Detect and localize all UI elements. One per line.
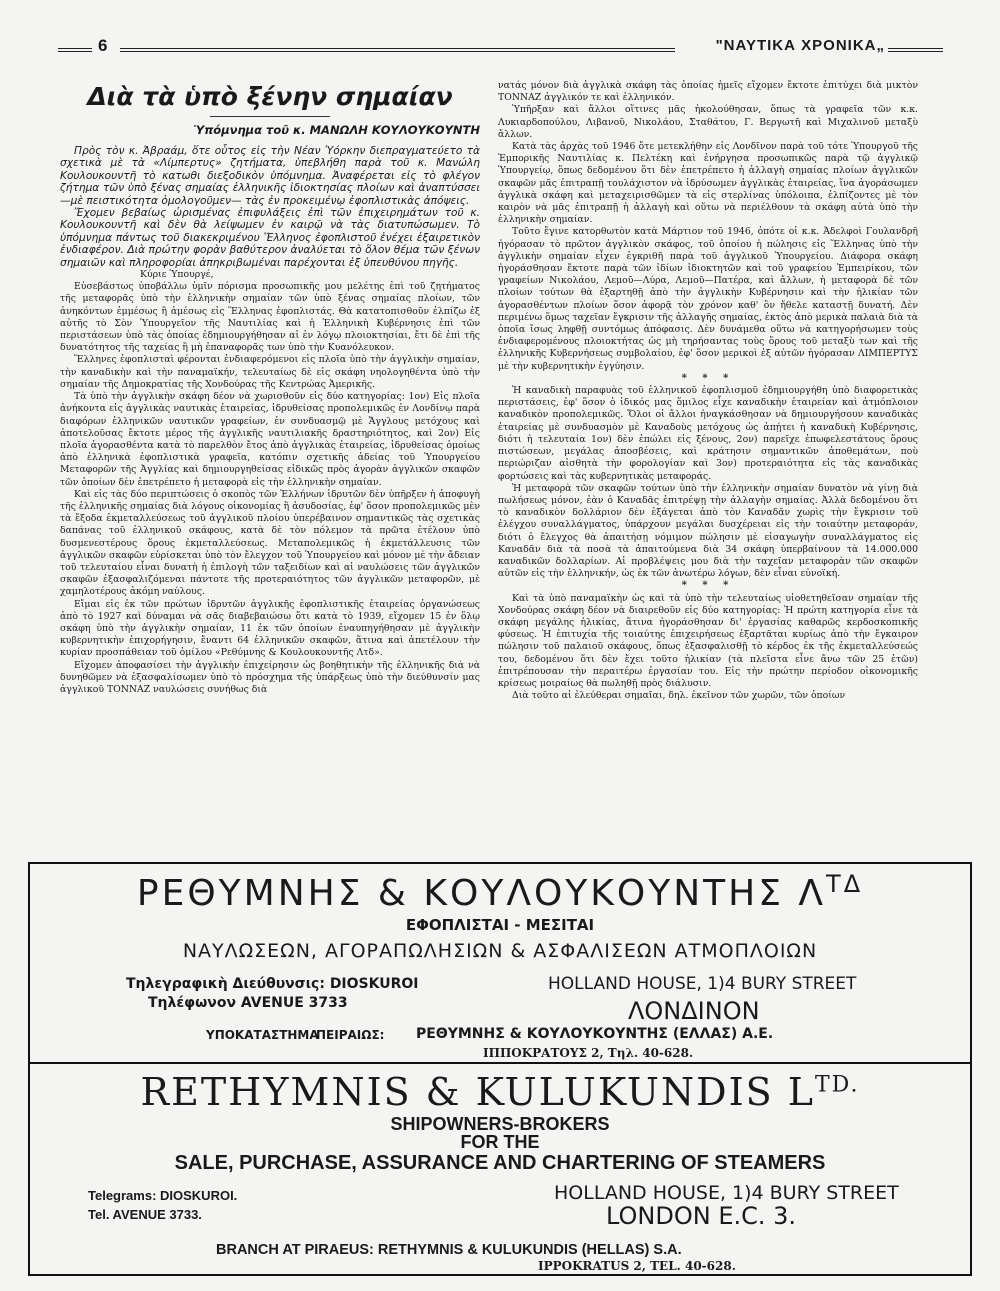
article-subtitle: Ὑπόμνημα τοῦ κ. ΜΑΝΩΛΗ ΚΟΥΛΟΥΚΟΥΝΤΗ	[193, 123, 480, 137]
english-city: LONDON E.C. 3.	[606, 1202, 797, 1230]
right-column	[498, 80, 918, 860]
page-header	[58, 36, 943, 62]
greek-branch-label: ΥΠΟΚΑΤΑΣΤΗΜΑ	[206, 1028, 319, 1042]
greek-branch-address: ΙΠΠΟΚΡΑΤΟΥΣ 2, Τηλ. 40-628.	[483, 1046, 694, 1060]
greek-branch-name: ΡΕΘΥΜΝΗΣ & ΚΟΥΛΟΥΚΟΥΝΤΗΣ (ΕΛΛΑΣ) Α.Ε.	[416, 1026, 774, 1042]
title-divider	[210, 116, 330, 117]
english-branch: BRANCH AT PIRAEUS: RETHYMNIS & KULUKUNDIS (HELLAS) S.A.	[216, 1242, 682, 1258]
greek-advertisement	[28, 862, 972, 1062]
greek-city: ΛΟΝΔΙΝΟΝ	[628, 997, 760, 1025]
body-paragraph: Κατὰ τὰς ἀρχὰς τοῦ 1946 ὅτε μετεκλήθην εἰς Λονδῖνον παρὰ τοῦ τότε Ὑπουργοῦ τῆς Ἐμπορικῆς Ναυτιλίας κ. Πελτέκη καὶ ἐνήργησα προσωπικῶς παρὰ τῷ ἀγγλικῷ Ὑπουργείῳ, ὅπως δεδομένου ὅτι δὲν ἐπετρέπετο ἡ ἀλλαγὴ σημαίας πλοίων ἀγγλικῶν σκαφῶν μᾶς ἐπιτραπῇ τουλάχιστον νὰ ἱδρύσωμεν ἀγγλικὰς ἑταιρείας, ἵνα ἀγοράσωμεν ἀγγλικὰ σκάφη καὶ μεταχειρισθῶμεν τὰ εἰς στερλίνας ὑπόλοιπα, ἐλπίζοντες μὲ τὸν καιρὸν νὰ μᾶς ἐπιτραπῇ ἡ ἀλλαγὴ καὶ οὕτω νὰ περιέλθουν τὰ σκάφη αὐτὰ ὑπὸ τὴν ἑλληνικὴν σημαίαν.	[498, 141, 918, 226]
greek-company-suffix: ΤΔ	[826, 870, 864, 898]
english-company-suffix: TD.	[814, 1072, 860, 1098]
english-company-name: RETHYMNIS & KULUKUNDIS $L^{TD.}$	[140, 1070, 860, 1114]
body-paragraph: Τοῦτο ἔγινε κατορθωτὸν κατὰ Μάρτιον τοῦ 1946, ὁπότε οἱ κ.κ. Ἀδελφοὶ Γουλανδρῆ ἠγόρασαν τὸ πρῶτον ἀγγλικὸν σκάφος, τοῦ ὁποίου ἡ πώλησις εἰς Ἕλληνας ὑπὸ τὴν ἀγγλικὴν σημαίαν εἶχεν ἐγκριθῆ παρὰ τοῦ ἀγγλικοῦ Ὑπουργείου. Διάφορα σκάφη ἠγοράσθησαν ἔκτοτε παρὰ τῶν ἰδίων ἰδιοκτητῶν καὶ τοῦ γραφείου Ἐμπειρίκου, τῶν γραφείων Νικολάου, Λεμοῦ—Λύρα, Λεμοῦ—Πατέρα, καὶ ἄλλων, ἡ μεταφορὰ δὲ τῶν πλοίων τούτων θὰ ἐξαρτηθῇ ἀπὸ τὴν ἀγγλικὴν Κυβέρνησιν καὶ τὴν ἡλικίαν τῶν ἀγορασθέντων πλοίων ὅσον ἀφορᾷ τὸν χρόνον καθ' ὃν ἤθελε καταστῇ δυνατή. Δὲν περιμένω ὅμως ταχεῖαν ἔγκρισιν τῆς ἀλλαγῆς σημαίας, ἐκτὸς ἀπὸ μερικὰ παλαιὰ διὰ τὰ ὁποῖα ἴσως ληφθῇ συντόμως ἀπόφασις. Δὲν δυνάμεθα οὕτω νὰ κατηγορήσωμεν τοὺς ἐνδιαφερομένους πλοιοκτήτας ὡς μὴ τηρήσαντας τοὺς ὅρους τοῦ μεταξὺ των καὶ τῆς ἑλληνικῆς Κυβερνήσεως συμβολαίου, ἐφ' ὅσον μερικοὶ ἐξ αὐτῶν ἠγόρασαν ΛΙΜΠΕΡΤΥΣ μὲ τὴν κυβερνητικὴν ἐγγύησιν.	[498, 226, 918, 372]
header-rule-right	[888, 48, 943, 52]
body-paragraph: Καὶ τὰ ὑπὸ παναμαϊκὴν ὡς καὶ τὰ ὑπὸ τὴν τελευταίως υἱοθετηθεῖσαν σημαίαν τῆς Χονδούρας σκάφη δέον νὰ διαιρεθοῦν εἰς δύο κατηγορίας: Ἡ πρώτη κατηγορία εἶνε τὰ σκάφη μεγάλης ἡλικίας, ἅτινα ἠγοράσθησαν δι' ἐργασίας καθαρῶς κερδοσκοπικῆς φύσεως. Ἡ ἐπιτυχία τῆς τοιαύτης ἐπιχειρήσεως ἐξαρτᾶται κυρίως ἀπὸ τὴν ἔγκαιρον πώλησιν τοῦ παλαιοῦ σκάφους, ὅπως ἐξασφαλισθῇ τὸ κέρδος ἐκ τῆς ἐκμεταλλεύσεώς του, δεδομένου ὅτι δὲν ἔχει τοῦτο ἡλικίαν (τὰ πλεῖστα εἶνε ἄνω τῶν 25 ἐτῶν) ἐπιτρέπουσαν τὴν περαιτέρω ἐργασίαν του. Εἰς τὴν πρώτην περίοδον οἰκονομικῆς κρίσεως μοιραίως θὰ πωληθῇ πρὸς διάλυσιν.	[498, 592, 918, 689]
journal-name: "ΝΑΥΤΙΚΑ ΧΡΟΝΙΚΑ„	[715, 37, 885, 54]
body-paragraph: Τὰ ὑπὸ τὴν ἀγγλικὴν σκάφη δέον νὰ χωρισθοῦν εἰς δύο κατηγορίας: 1ον) Εἰς πλοῖα ἀνήκοντα εἰς ἀγγλικὰς ναυτικὰς ἑταιρείας, ἱδρυθείσας προπολεμικῶς ἐν Λονδίνῳ παρὰ διαφόρων ἑλληνικῶν ναυτικῶν γραφείων, ἐν συνδυασμῷ μὲ Ἄγγλους μετόχους καὶ ἀποτελοῦσας ἔκτοτε μέρος τῆς ἀγγλικῆς ναυτιλιακῆς δραστηριότητος, καὶ 2ον) Εἰς πλοῖα ἀγορασθέντα κατὰ τὸ παρελθὸν ἔτος ἀπὸ ἀγγλικὰς ἑταιρείας, ἱδρυθείσας ὁμοίως ἀπὸ ἑλληνικὰ ἐφοπλιστικὰ γραφεῖα, κατόπιν σχετικῆς ἀδείας τοῦ Ὑπουργείου Μεταφορῶν τῆς Ἀγγλίας καὶ δημιουργηθείσας εἰδικῶς πρὸς ἀγορὰν ἀγγλικῶν σκαφῶν τῶν ὁποίων δὲν ἐπετρέπετο ἡ μεταφορὰ εἰς τὴν ἑλληνικὴν σημαίαν.	[60, 391, 480, 488]
body-paragraph: Εἴμαι εἰς ἐκ τῶν πρώτων ἱδρυτῶν ἀγγλικῆς ἐφοπλιστικῆς ἑταιρείας ὀργανώσεως ἀπὸ τὸ 1927 καὶ δύναμαι νὰ σᾶς διαβεβαιώσω ὅτι κατὰ τὸ 1939, εἴχομεν 15 ἐν ὅλῳ σκάφη ὑπὸ τὴν ἀγγλικὴν σημαίαν, 11 ἐκ τῶν ὁποίων ἐναυπηγήθησαν μὲ ἀγγλικὴν κυβερνητικὴν ἐπιχορήγησιν, ἔναντι 64 ἑλληνικῶν σκαφῶν, ἅτινα καὶ ἀπετέλουν τὴν κυρίαν προσπάθειαν τοῦ ὁμίλου «Ρεθύμνης & Κουλουκουντῆς Λτδ».	[60, 598, 480, 659]
english-telegrams: Telegrams: DIOSKUROI.	[88, 1188, 238, 1203]
section-separator: * * *	[681, 580, 735, 592]
english-street-address: HOLLAND HOUSE, 1)4 BURY STREET	[554, 1182, 899, 1204]
body-paragraph: Ὑπῆρξαν καὶ ἄλλοι οἵτινες μᾶς ἠκολούθησαν, ὅπως τὰ γραφεῖα τῶν κ.κ. Λυκιαρδοπούλου, Λιβανοῦ, Νικολάου, Σταθάτου, Γ. Βεργωτῆ καὶ Μιχαλινοῦ μεταξὺ ἄλλων.	[498, 104, 918, 140]
body-paragraph: Εἴχομεν ἀποφασίσει τὴν ἀγγλικὴν ἐπιχείρησιν ὡς βοηθητικὴν τῆς ἑλληνικῆς διὰ νὰ δυνηθῶμεν νὰ ἐξασφαλίσωμεν ὑπὸ τὸ πρόσχημα τῆς ὑπάρξεως ὑπὸ τὴν διεύθυνσίν μας ἀγγλικοῦ ΤΟΝΝΑΖ ναυλώσεις συνήθως διὰ	[60, 659, 480, 695]
greek-services: ΝΑΥΛΩΣΕΩΝ, ΑΓΟΡΑΠΩΛΗΣΙΩΝ & ΑΣΦΑΛΙΣΕΩΝ ΑΤΜΟΠΛΟΙΩΝ	[182, 940, 818, 962]
greek-company-name: ΡΕΘΥΜΝΗΣ & ΚΟΥΛΟΥΚΟΥΝΤΗΣ $\Lambda^{T\Delta}$	[136, 870, 864, 914]
english-company-role: SHIPOWNERS-BROKERS	[390, 1114, 610, 1134]
english-for-the: FOR THE	[460, 1132, 540, 1152]
body-paragraph: Ἡ καναδικὴ παραφυὰς τοῦ ἑλληνικοῦ ἐφοπλισμοῦ ἐδημιουργήθη ὑπὸ διαφορετικὰς περιστάσεις, ἐφ' ὅσον ὁ ἰδικός μας ὅμιλος εἶχε καναδικὴν ἑταιρείαν καὶ ἀτμόπλοιον καναδικὸν προπολεμικῶς. Ὅλοι οἱ ἄλλοι ἠναγκάσθησαν νὰ δημιουργήσουν καναδικὰς ἑταιρείας μὲ συνδυασμὸν μὲ Καναδοὺς μετόχους ὡς ἀπῄτει ἡ καναδικὴ Κυβέρνησις, διότι ἡ τελευταία 1ον) δὲν ἐπώλει εἰς ξένους, 2ον) παρεῖχε ἐπωφελεστάτους ὅρους πιστώσεων, μεγάλας ἀποσβέσεις, καὶ κράτησιν σημαντικῶν ἀποθεμάτων, ποὺ περιώριζαν αἰσθητὰ τὴν φορολογίαν καὶ 3ον) προτεραιότητα εἰς τὰς καναδικὰς φορτώσεις καὶ τὰς κυβερνητικὰς μεταφοράς.	[498, 385, 918, 482]
left-column	[60, 80, 480, 860]
english-services: SALE, PURCHASE, ASSURANCE AND CHARTERING OF STEAMERS	[174, 1152, 826, 1174]
company-advertisement	[28, 862, 972, 1274]
section-separator: * * *	[681, 372, 735, 384]
salutation: Κύριε Ὑπουργέ,	[140, 269, 214, 281]
body-paragraph: Ἡ μεταφορὰ τῶν σκαφῶν τούτων ὑπὸ τὴν ἑλληνικὴν σημαίαν δυνατὸν νὰ γίνῃ διὰ πωλήσεως μόνον, ἐὰν ὁ Καναδᾶς ἐπιτρέψῃ τὴν ἀλλαγὴν σημαίας. Ἀλλὰ δεδομένου ὅτι τὸ καναδικὸν δολλάριον δὲν ἐξάγεται ἀπὸ τὸν Καναδᾶν χωρὶς τὴν ἔγκρισιν τοῦ ἐλέγχου συναλλάγματος, ὑπάρχουν μεγάλαι δυσχέρειαι εἰς τὴν τοιαύτην μεταφοράν, διότι ὁ ἔλεγχος θὰ ἀπαιτήσῃ νόμιμον πώλησιν μὲ εἰσαγωγὴν συναλλάγματος εἰς Καναδᾶν διὰ τὰ ποσὰ τὰ ἀπαιτούμενα διὰ 34 σκάφη ὑπερβαίνουν τὰ 14.000.000 καναδικῶν δολλαρίων. Αἱ προβλέψεις μου διὰ τὴν ταχεῖαν μεταφορὰν τῶν σκαφῶν αὐτῶν εἰς τὴν ἑλληνικήν, ὡς ἐκ τῶν ἀνωτέρω λόγων, δὲν εἶναι εὐνοϊκή.	[498, 482, 918, 580]
body-paragraph: νατάς μόνον διὰ ἀγγλικὰ σκάφη τὰς ὁποίας ἡμεῖς εἴχομεν ἔκτοτε ἐπιτύχει διὰ μικτὸν ΤΟΝΝΑΖ ἀγγλικόν τε καὶ ἑλληνικόν.	[498, 80, 918, 104]
body-paragraph: Εὐσεβάστως ὑποβάλλω ὑμῖν πόρισμα προσωπικῆς μου μελέτης ἐπὶ τοῦ ζητήματος τῆς μεταφορᾶς ὑπὸ τὴν ἑλληνικὴν σημαίαν τῶν ὑπὸ ξένας σημαίας πλοίων, τῶν ἀνηκόντων ἐμμέσως ἢ ἀμέσως εἰς Ἕλληνας ἐφοπλιστάς. Θὰ κατατοπισθοῦν ἐλπίζω ἐξ αὐτῆς τὸ Σὸν Ὑπουργεῖον τῆς Ναυτιλίας καὶ ἡ Ἑλληνικὴ Κυβέρνησις ἐπὶ τῶν περιστάσεων ὑπὸ τὰς ὁποίας ἐδημιουργήθησαν αἱ ἐν λόγῳ πλοιοκτησίαι, ἔτι δὲ ἐπὶ τῆς δυνατότητος τῆς ταχείας ἢ μὴ ἐπαναφορᾶς των ὑπὸ τὴν Κυανόλευκον.	[60, 281, 480, 354]
greek-company-role: ΕΦΟΠΛΙΣΤΑΙ - ΜΕΣΙΤΑΙ	[405, 916, 595, 934]
english-advertisement	[28, 1062, 972, 1274]
article-title: Διὰ τὰ ὑπὸ ξένην σημαίαν	[87, 82, 453, 111]
english-phone: Tel. AVENUE 3733.	[88, 1207, 202, 1222]
greek-branch-place: ΠΕΙΡΑΙΩΣ:	[316, 1028, 385, 1042]
intro-paragraph: Πρὸς τὸν κ. Ἀβραάμ, ὅτε οὗτος εἰς τὴν Νέαν Ὑόρκην διεπραγματεύετο τὰ σχετικὰ μὲ τὰ «Λίμπερτυς» ζητήματα, ὑπεβλήθη παρὰ τοῦ κ. Μανώλη Κουλουκουντῆ τὸ κατωθι διεξοδικὸν ὑπόμνημα. Ἀναφέρεται εἰς τὸ φλέγον ζήτημα τῶν ὑπὸ ξένας σημαίας ἑλληνικῆς ἰδιοκτησίας πλοίων καὶ ἀναπτύσσει —μὲ πειστικότητα ὁμολογοῦμεν— τὰς ἐν προκειμένῳ ἐφοπλιστικὰς ἀπόψεις.	[60, 145, 480, 207]
greek-street-address: HOLLAND HOUSE, 1)4 BURY STREET	[548, 974, 857, 994]
header-rule-left	[58, 48, 92, 52]
body-paragraph: Καὶ εἰς τὰς δύο περιπτώσεις ὁ σκοπὸς τῶν Ἑλλήνων ἱδρυτῶν δὲν ὑπῆρξεν ἡ ἀποφυγὴ τῆς ἑλληνικῆς σημαίας διὰ λόγους οἰκονομίας ἢ ἀσυδοσίας, ἐφ' ὅσον προπολεμικῶς μὲν τὰ ἔξοδα ἐκμεταλλεύσεως τοῦ ἀγγλικοῦ πλοίου ὑπερέβαινον σημαντικῶς τὰς σχετικὰς δαπάνας τοῦ ἑλληνικοῦ σκάφους, κατὰ δὲ τὸν πόλεμον τὰ πρῶτα ἐτέλουν ὑπὸ δυσμενεστέρους ὅρους ἐκμεταλλεύσεως. Μεταπολεμικῶς ἡ ἐκμετάλλευσις τῶν ἀγγλικῶν σκαφῶν εὑρίσκεται ὑπὸ τὸν ἔλεγχον τοῦ Ὑπουργείου καὶ μόνον μὲ τὴν ἄδειαν τοῦ τελευταίου εἶναι δυνατὴ ἡ ἐπιλογὴ τῶν ταξειδίων καὶ αἱ ναυλώσεις τῶν ἀγγλικῶν σκαφῶν ἐξασφαλιζόμεναι πάντοτε τῆς προτεραιότητος τῶν ἀγγλικῶν μεταφορῶν, μὲ χαμηλοτέρους ἀκόμη ναύλους.	[60, 488, 480, 598]
body-paragraph: Ἕλληνες ἐφοπλισταὶ φέρονται ἐνδιαφερόμενοι εἰς πλοῖα ὑπὸ τὴν ἀγγλικὴν σημαίαν, τὴν καναδικὴν καὶ τὴν παναμαϊκήν, τελευταίως δὲ εἰς σκάφη νηολογηθέντα ὑπὸ τὴν σημαίαν τῆς Δημοκρατίας τῆς Χονδούρας τῆς Κεντρώας Ἀμερικῆς.	[60, 354, 480, 390]
greek-phone: Τηλέφωνον AVENUE 3733	[148, 995, 348, 1011]
intro-paragraph: Ἔχομεν βεβαίως ὡρισμένας ἐπιφυλάξεις ἐπὶ τῶν ἐπιχειρημάτων τοῦ κ. Κουλουκουντῆ καὶ δὲν θὰ λείψωμεν ἐν καιρῷ νὰ τὰς διατυπώσωμεν. Τὸ ὑπόμνημα πάντως τοῦ διακεκριμένου Ἕλληνος ἐφοπλιστοῦ ἐνέχει ἐξαιρετικὸν ἐνδιαφέρον. Διὰ πρώτην φορὰν βαθύτερον ἀναλύεται τὸ ὅλον θέμα τῶν ξένων σημαιῶν καὶ πληροφορίαι ἀπηκριβωμέναι παρέχονται ἐξ ὑπευθύνου πηγῆς.	[60, 207, 480, 269]
english-branch-address: IPPOKRATUS 2, TEL. 40-628.	[538, 1259, 736, 1273]
header-rule-middle	[120, 48, 675, 52]
page-number: 6	[98, 36, 108, 55]
greek-telegraph-address: Τηλεγραφικὴ Διεύθυνσις: DIOSKUROI	[126, 976, 419, 992]
body-paragraph: Διὰ τοῦτο αἱ ἐλεύθεραι σημαῖαι, δηλ. ἐκεῖνον τῶν χωρῶν, τῶν ὁποίων	[512, 690, 846, 702]
